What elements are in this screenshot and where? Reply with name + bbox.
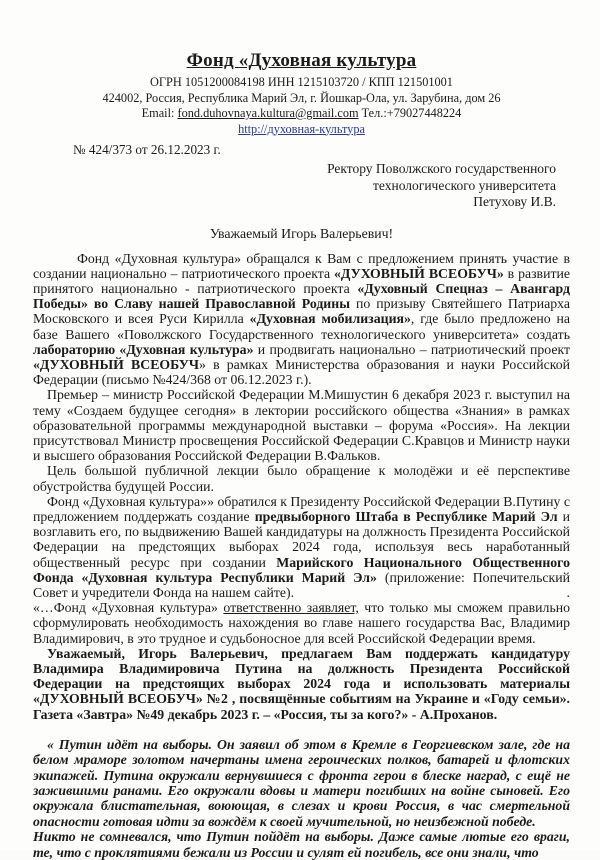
text-segment: Фонд «Духовная культура»» обратился к Президенту Российской Федерации В.Путину с предложением поддержать создание xyxy=(33,494,570,524)
paragraph xyxy=(33,646,570,722)
website-link[interactable]: http://духовная-культура xyxy=(238,122,365,136)
text-segment: (приложение: Попечительский Совет и учредители Фонда на нашем сайте). xyxy=(33,570,570,600)
text-segment: Цель большой публичной лекции было обращение к молодёжи и её перспективе обустройства будущей России. xyxy=(33,463,570,493)
text-segment: предвыборного Штаба в Республике Марий Эл xyxy=(255,509,558,524)
email-link[interactable]: fond.duhovnaya.kultura@gmail.com xyxy=(178,106,359,120)
addressee-line-1: Ректору Поволжского государственного xyxy=(33,161,556,178)
text-segment: и возглавить его, по выдвижению Вашей кандидатуры на должность Президента Российской Федерации на предстоящих выборах 2024 года, используя весь наработанный общественный ресурс при создании xyxy=(33,509,570,570)
text-segment: Никто не сомневался, что Путин пойдёт на выборы. Даже самые лютые его враги, те, что с проклятиями бежали из России и сулят ей погибель, все они знали, что xyxy=(33,829,570,859)
text-segment: Уважаемый, Игорь Валерьевич, предлагаем Вам поддержать кандидатуру Владимира Владимировича Путина на должность Президента Российской Федерации на предстоящих выборах 2024 года и использовать материалы «ДУХОВНЫЙ ВСЕОБУЧ» №2 , посвящённые событиям на Украине и «Году семьи». Газета «Завтра» №49 декабрь 2023 г. – «Россия, ты за кого?» - А.Проханов. xyxy=(33,646,570,722)
text-segment: в развитие принятого национально - патриотического проекта xyxy=(33,266,570,296)
salutation: Уважаемый Игорь Валерьевич! xyxy=(33,226,570,242)
text-segment: лабораторию «Духовная культура» xyxy=(33,342,253,357)
organization-title: Фонд «Духовная культура xyxy=(187,50,417,72)
postal-address-line: 424002, Россия, Республика Марий Эл, г. Йошкар-Ола, ул. Зарубина, дом 26 xyxy=(33,91,570,107)
paragraph xyxy=(33,251,570,388)
paragraph xyxy=(33,600,570,646)
text-segment: «ДУХОВНЫЙ ВСЕОБУЧ» xyxy=(334,266,504,281)
paragraph xyxy=(33,463,570,493)
registration-line: ОГРН 1051200084198 ИНН 1215103720 / КПП 121501001 xyxy=(33,75,570,91)
addressee-line-3: Петухову И.В. xyxy=(33,194,556,211)
addressee-block xyxy=(33,161,570,211)
paragraph xyxy=(33,737,570,829)
email-label: Email: xyxy=(142,106,178,120)
contact-line xyxy=(33,106,570,122)
paragraph xyxy=(33,829,570,860)
text-segment: Фонд «Духовная культура» обращался к Вам с предложением принять участие в создании национально – патриотического проекта xyxy=(33,251,570,281)
addressee-line-2: технологического университета xyxy=(33,178,556,195)
text-segment: «…Фонд «Духовная культура» xyxy=(33,600,223,615)
letter-body xyxy=(33,251,570,860)
blank-line xyxy=(33,722,570,737)
text-segment: «Духовная мобилизация» xyxy=(250,311,411,326)
text-segment: » в рамках Министерства образования и науки Российской Федерации (письмо №424/368 от 06.12.2023 г.). xyxy=(33,357,570,387)
letterhead xyxy=(33,50,570,137)
text-segment: что только мы сможем правильно сформулировать необходимость нахождения во главе нашего государства Вас, Владимир Владимирович, в это трудное и судьбоносное для всей Российской Федерации время. xyxy=(33,600,570,645)
website-line xyxy=(33,122,570,138)
paragraph xyxy=(33,387,570,463)
text-segment: Премьер – министр Российской Федерации М.Мишустин 6 декабря 2023 г. выступил на тему «Создаем будущее сегодня» в лектории российского общества «Знания» в рамках образовательной программы международной выставки – форума «Россия». На лекции присутствовал Министр просвещения Российской Федерации С.Кравцов и Министр науки и высшего образования Российской Федерации В.Фальков. xyxy=(33,387,570,463)
text-segment: ответственно заявляет, xyxy=(223,600,358,615)
text-segment: «ДУХОВНЫЙ ВСЕОБУЧ xyxy=(33,357,199,372)
text-segment: по призыву Святейшего Патриарха Московского и всея Руси Кирилла xyxy=(33,296,570,326)
text-segment: . xyxy=(553,585,570,600)
text-segment: и продвигать национально – патриотический проект xyxy=(253,342,570,357)
text-segment: Марийского Национального Общественного Фонда «Духовная культура Республики Марий Эл» xyxy=(33,555,570,585)
text-segment: « Путин идёт на выборы. Он заявил об этом в Кремле в Георгиевском зале, где на белом мраморе золотом начертаны имена героических полков, батарей и флотских экипажей. Путина окружали вернувшиеся с фронта герои в блеске наград, с ещё не зажившими ранами. Его окружали вдовы и матери погибших на войне сыновей. Его окружала блистательная, воюющая, в слезах и крови Россия, в час смертельной опасности готовая идти за вождём к своей мучительной, но неизбежной победе. xyxy=(33,737,570,829)
paragraph xyxy=(33,494,570,600)
reference-number: № 424/373 от 26.12.2023 г. xyxy=(73,142,570,158)
text-segment: , где было предложено на базе Вашего «Поволжского Государственного технологического университета» создать xyxy=(33,311,570,341)
phone-number: Тел.:+79027448224 xyxy=(359,106,462,120)
text-segment: «Духовный Спецназ – Авангард Победы» во Славу нашей Православной Родины xyxy=(33,281,570,311)
